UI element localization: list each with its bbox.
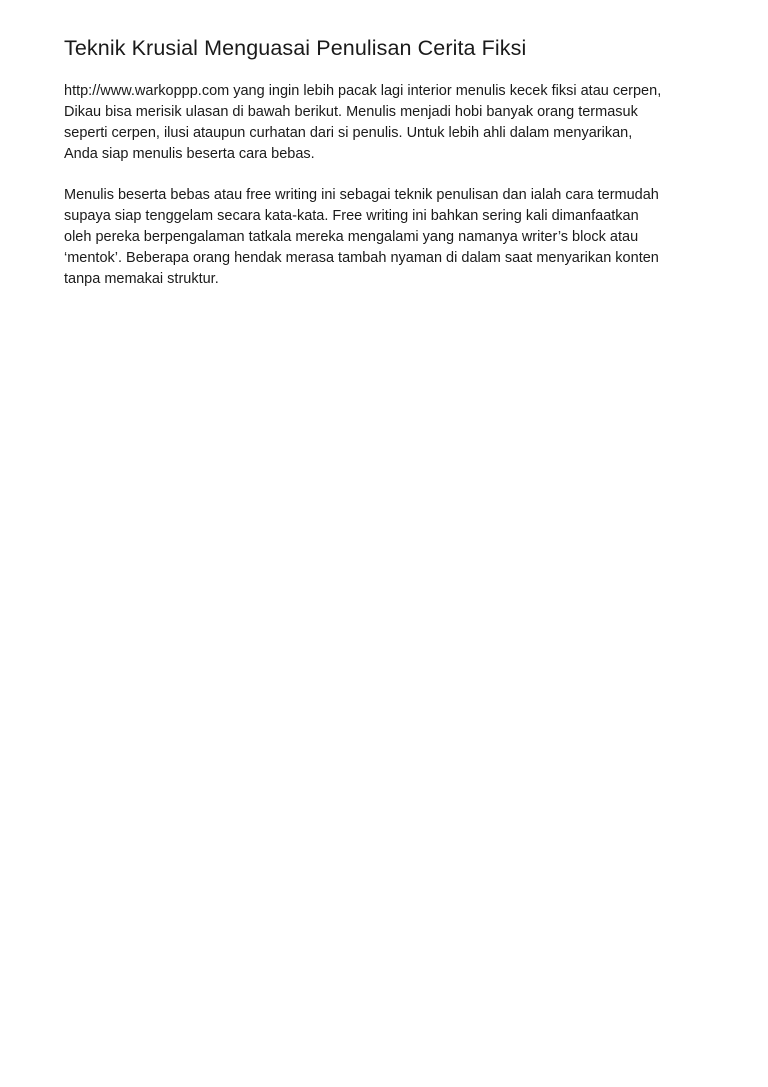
text-line: http://www.warkoppp.com yang ingin lebih pacak lagi interior menulis kecek fiksi atau cerpen, [64,83,662,99]
paragraph-spacer [64,165,714,185]
document-title: Teknik Krusial Menguasai Penulisan Cerita Fiksi [64,36,527,60]
text-line: seperti cerpen, ilusi ataupun curhatan dari si penulis. Untuk lebih ahli dalam menyarikan, [64,125,633,142]
document-body [64,34,714,290]
text-line: ‘mentok’. Beberapa orang hendak merasa tambah nyaman di dalam saat menyarikan konten [64,250,659,267]
text-line: supaya siap tenggelam secara kata-kata. Free writing ini bahkan sering kali dimanfaatkan [64,207,639,224]
text-line: Anda siap menulis beserta cara bebas. [64,146,315,163]
text-line: Dikau bisa merisik ulasan di bawah berikut. Menulis menjadi hobi banyak orang termasuk [64,104,638,121]
text-line: Menulis beserta bebas atau free writing ini sebagai teknik penulisan dan ialah cara termudah [64,186,659,203]
paragraph-free-writing [64,185,714,290]
paragraph-intro [64,81,714,165]
text-line: tanpa memakai struktur. [64,271,219,288]
text-line: oleh pereka berpengalaman tatkala mereka mengalami yang namanya writer’s block atau [64,229,639,246]
